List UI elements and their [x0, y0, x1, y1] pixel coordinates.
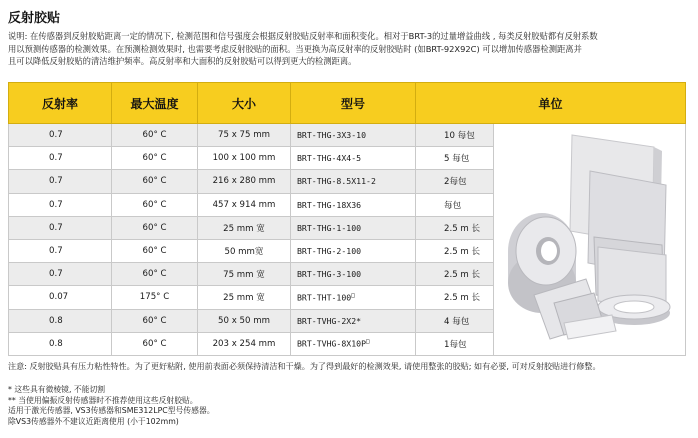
- cell-size: 75 mm 宽: [198, 263, 291, 286]
- cell-unit: 每包: [416, 193, 494, 216]
- cell-size: 216 x 280 mm: [198, 170, 291, 193]
- header-model: 型号: [291, 83, 416, 124]
- cell-reflectivity: 0.8: [9, 332, 112, 355]
- cell-unit: 2.5 m 长: [416, 216, 494, 239]
- cell-temp: 60° C: [112, 147, 198, 170]
- page-title: 反射胶贴: [8, 11, 61, 26]
- cell-model: BRT-THG-4X4-5: [291, 147, 416, 170]
- cell-size: 203 x 254 mm: [198, 332, 291, 355]
- footnote: 适用于激光传感器, VS3传感器和SME312LPC型号传感器。: [8, 406, 215, 415]
- header-size: 大小: [198, 83, 291, 124]
- cell-temp: 60° C: [112, 216, 198, 239]
- cell-model: BRT-THG-2-100: [291, 239, 416, 262]
- cell-unit: 2.5 m 长: [416, 239, 494, 262]
- footnote: * 这些具有微棱镜, 不能切割: [8, 385, 106, 394]
- cell-reflectivity: 0.7: [9, 147, 112, 170]
- cell-model: BRT-THG-18X36: [291, 193, 416, 216]
- footnote: ** 当使用偏振反射传感器时不推荐使用这些反射胶贴。: [8, 395, 198, 405]
- cell-temp: 60° C: [112, 263, 198, 286]
- cell-temp: 60° C: [112, 124, 198, 147]
- model-text: BRT-TVHG-8X10P: [297, 339, 367, 350]
- cell-model: BRT-THG-3-100: [291, 263, 416, 286]
- cell-unit: 5 每包: [416, 147, 494, 170]
- model-superscript: □: [351, 292, 355, 300]
- cell-temp: 60° C: [112, 170, 198, 193]
- cell-unit: 2.5 m 长: [416, 286, 494, 309]
- model-text: BRT-THT-100: [297, 292, 352, 303]
- footnote: 除VS3传感器外不建议近距离使用 (小于102mm): [8, 416, 179, 426]
- cell-model: BRT-THG-3X3-10: [291, 124, 416, 147]
- cell-size: 25 mm 宽: [198, 286, 291, 309]
- cell-unit: 1每包: [416, 332, 494, 355]
- usage-note: 注意: 反射胶贴具有压力粘性特性。为了更好粘附, 使用前表面必须保持清洁和干燥。为了得到最好的检测效果, 请使用整张的胶贴; 如有必要, 可对反射胶贴进行修整。: [8, 361, 601, 371]
- cell-temp: 60° C: [112, 193, 198, 216]
- cell-model: BRT-THG-8.5X11-2: [291, 170, 416, 193]
- header-reflectivity: 反射率: [9, 83, 112, 124]
- cell-size: 457 x 914 mm: [198, 193, 291, 216]
- cell-reflectivity: 0.07: [9, 286, 112, 309]
- cell-reflectivity: 0.7: [9, 124, 112, 147]
- cell-reflectivity: 0.7: [9, 170, 112, 193]
- spec-table: [8, 82, 686, 356]
- cell-unit: 10 每包: [416, 124, 494, 147]
- cell-temp: 60° C: [112, 332, 198, 355]
- cell-reflectivity: 0.8: [9, 309, 112, 332]
- footnotes: [8, 385, 215, 427]
- cell-size: 50 mm宽: [198, 239, 291, 262]
- product-photo-cell: [494, 124, 686, 356]
- cell-temp: 60° C: [112, 239, 198, 262]
- cell-size: 25 mm 宽: [198, 216, 291, 239]
- header-max-temp: 最大温度: [112, 83, 198, 124]
- cell-model: [291, 286, 416, 309]
- description-line: 用以预测传感器的检测效果。在预测检测效果时, 也需要考虑反射胶贴的面积。当更换为高反射率的反射胶贴时 (如BRT-92X92C) 可以增加传感器检测距离并: [8, 43, 582, 54]
- cell-model: BRT-THG-1-100: [291, 216, 416, 239]
- cell-reflectivity: 0.7: [9, 263, 112, 286]
- cell-reflectivity: 0.7: [9, 216, 112, 239]
- cell-reflectivity: 0.7: [9, 193, 112, 216]
- cell-size: 75 x 75 mm: [198, 124, 291, 147]
- cell-temp: 175° C: [112, 286, 198, 309]
- cell-temp: 60° C: [112, 309, 198, 332]
- table-row: [9, 124, 686, 147]
- cell-unit: 2每包: [416, 170, 494, 193]
- description-line: 说明: 在传感器到反射胶贴距离一定的情况下, 检测范围和信号强度会根据反射胶贴反射率和面积变化。相对于BRT-3的过量增益曲线 , 每类反射胶贴都有反射系数: [8, 31, 598, 41]
- cell-model: [291, 332, 416, 355]
- cell-reflectivity: 0.7: [9, 239, 112, 262]
- cell-model: BRT-TVHG-2X2*: [291, 309, 416, 332]
- cell-size: 100 x 100 mm: [198, 147, 291, 170]
- cell-unit: 2.5 m 长: [416, 263, 494, 286]
- cell-unit: 4 每包: [416, 309, 494, 332]
- cell-size: 50 x 50 mm: [198, 309, 291, 332]
- table-header-row: [9, 83, 686, 124]
- model-superscript: □: [366, 338, 370, 346]
- description-line: 且可以降低反射胶贴的清洁维护频率。高反射率和大面积的反射胶贴可以得到更大的检测距离。: [8, 56, 357, 66]
- reflective-tape-product-photo: [494, 127, 685, 349]
- description: [8, 30, 692, 68]
- header-unit: 单位: [416, 83, 686, 124]
